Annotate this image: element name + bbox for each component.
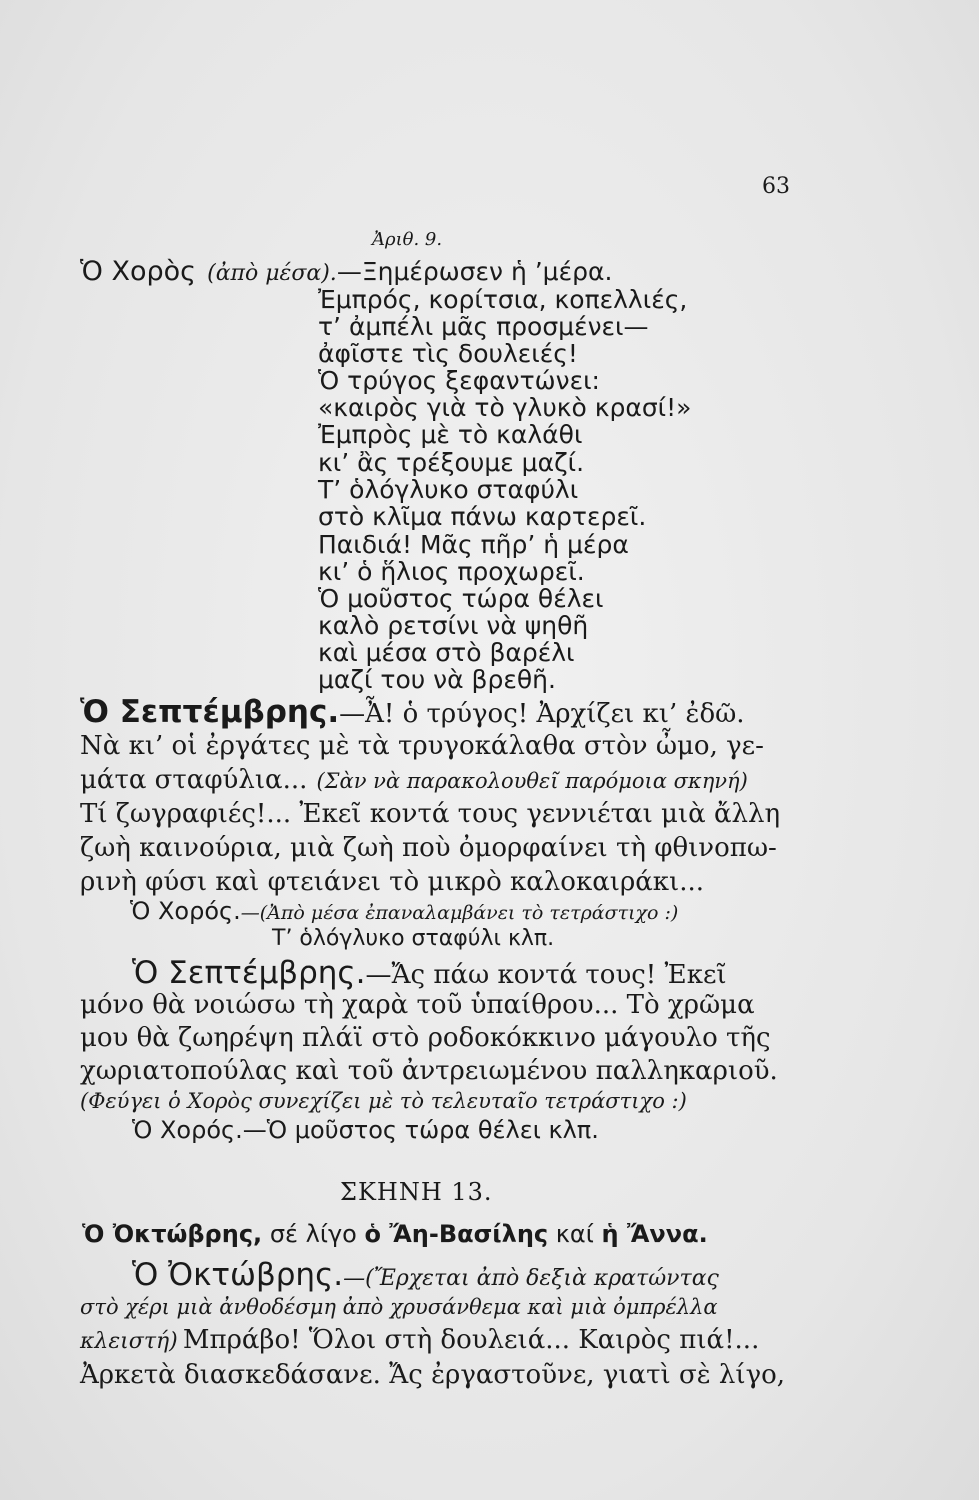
verse-line: τ’ ἀμπέλι μᾶς προσμένει—: [318, 312, 649, 341]
speaker-name: Ὁ Χορός.: [130, 897, 241, 925]
speaker-name: Ὁ Σεπτέμβρης.: [80, 694, 340, 730]
stage-direction: (Σὰν νὰ παρακολουθεῖ παρόμοια σκηνή): [316, 769, 748, 793]
prose-line: μόνο θὰ νοιώσω τὴ χαρὰ τοῦ ὑπαίθρου... Τὸ χρῶμα: [80, 990, 755, 1020]
verse-line: Ἐμπρός, κορίτσια, κοπελλιές,: [318, 285, 688, 314]
cast-connector: καί: [555, 1220, 594, 1248]
page-number: 63: [762, 174, 790, 199]
scene-cast-line: [82, 1222, 708, 1246]
prose-text: μάτα σταφύλια...: [80, 765, 308, 795]
speaker-name: Ὁ Χορός.: [132, 1116, 243, 1144]
chorus-second-line: [130, 899, 678, 923]
prose-line: Ἀρκετὰ διασκεδάσανε. Ἄς ἐργαστοῦνε, γιατὶ σὲ λίγο,: [80, 1360, 786, 1390]
prose-text: —Ἄς πάω κοντά τους! Ἐκεῖ: [365, 960, 727, 990]
prose-text: Μπράβο! Ὅλοι στὴ δουλειά... Καιρὸς πιά!...: [182, 1325, 760, 1355]
verse-line: Ὁ τρύγος ξεφαντώνει:: [318, 366, 600, 395]
prose-line: Τί ζωγραφιές!... Ἐκεῖ κοντά τους γεννιέται μιὰ ἄλλη: [80, 799, 781, 829]
stage-direction: στὸ χέρι μιὰ ἀνθοδέσμη ἀπὸ χρυσάνθεμα καὶ μιὰ ὀμπρέλλα: [80, 1295, 718, 1319]
prose-line: μου θὰ ζωηρέψη πλάϊ στὸ ροδοκόκκινο μάγουλο τῆς: [80, 1023, 771, 1053]
verse-line: —Ὁ μοῦστος τώρα θέλει κλπ.: [242, 1116, 599, 1144]
verse-line: καλὸ ρετσίνι νὰ ψηθῆ: [318, 611, 589, 640]
prose-line: [80, 1327, 759, 1353]
stage-direction: —(Ἀπὸ μέσα ἐπαναλαμβάνει τὸ τετράστιχο :): [240, 902, 679, 924]
prose-line: [80, 767, 748, 793]
oktovris-first-line: [132, 1257, 719, 1293]
stage-direction: (ἀπὸ μέσα).: [207, 261, 337, 286]
scene-heading: ΣΚΗΝΗ 13.: [340, 1178, 493, 1206]
verse-line: στὸ κλῖμα πάνω καρτερεῖ.: [318, 502, 647, 531]
prose-line: χωριατοπούλας καὶ τοῦ ἀντρειωμένου παλληκαριοῦ.: [80, 1056, 778, 1086]
verse-line: «καιρὸς γιὰ τὸ γλυκὸ κρασί!»: [318, 393, 692, 422]
speaker-name: Ὁ Σεπτέμβρης.: [132, 955, 366, 991]
prose-line: ρινὴ φύσι καὶ φτειάνει τὸ μικρὸ καλοκαιράκι...: [80, 867, 705, 897]
verse-line: Παιδιά! Μᾶς πῆρ’ ἡ μέρα: [318, 530, 629, 559]
septembris-second-line: [132, 955, 727, 991]
verse-line: ἀφῖστε τὶς δουλειές!: [318, 339, 578, 368]
speaker-name: Ὁ Ὀκτώβρης.: [132, 1257, 344, 1293]
prose-line: Νὰ κι’ οἱ ἐργάτες μὲ τὰ τρυγοκάλαθα στὸν ὦμο, γε-: [80, 731, 764, 761]
verse-line: Τ’ ὁλόγλυκο σταφύλι κλπ.: [272, 926, 555, 951]
chorus-third-line: [132, 1118, 599, 1142]
stage-direction: κλειστή): [80, 1329, 178, 1354]
septembris-first-line: [80, 694, 745, 730]
cast-connector: σέ λίγο: [269, 1220, 357, 1248]
verse-reference: Ἀριθ. 9.: [372, 229, 443, 250]
prose-text: —Ἆ! ὁ τρύγος! Ἀρχίζει κι’ ἐδῶ.: [339, 699, 745, 729]
cast-member: Ὁ Ὀκτώβρης,: [82, 1220, 263, 1248]
prose-line: ζωὴ καινούρια, μιὰ ζωὴ ποὺ ὀμορφαίνει τὴ φθινοπω-: [80, 833, 777, 863]
verse-line: καὶ μέσα στὸ βαρέλι: [318, 638, 575, 667]
cast-member: ὁ Ἄη-Βασίλης: [364, 1220, 549, 1248]
verse-line: κι’ ὁ ἥλιος προχωρεῖ.: [318, 557, 585, 586]
verse-line: μαζί του νὰ βρεθῆ.: [318, 665, 556, 694]
stage-direction: —(Ἔρχεται ἀπὸ δεξιὰ κρατώντας: [343, 1266, 719, 1291]
cast-member: ἡ Ἄννα.: [601, 1220, 708, 1248]
verse-line: Τ’ ὁλόγλυκο σταφύλι: [318, 475, 579, 504]
verse-line: Ἐμπρὸς μὲ τὸ καλάθι: [318, 420, 583, 449]
verse-line: Ὁ μοῦστος τώρα θέλει: [318, 584, 604, 613]
verse-line: —Ξημέρωσεν ἡ ’μέρα.: [336, 257, 613, 286]
stage-direction: (Φεύγει ὁ Χορὸς συνεχίζει μὲ τὸ τελευταῖο τετράστιχο :): [80, 1089, 687, 1113]
speaker-name: Ὁ Χορὸς: [80, 256, 197, 287]
chorus-first-heading: [80, 258, 612, 285]
verse-line: κι’ ἂς τρέξουμε μαζί.: [318, 448, 585, 477]
